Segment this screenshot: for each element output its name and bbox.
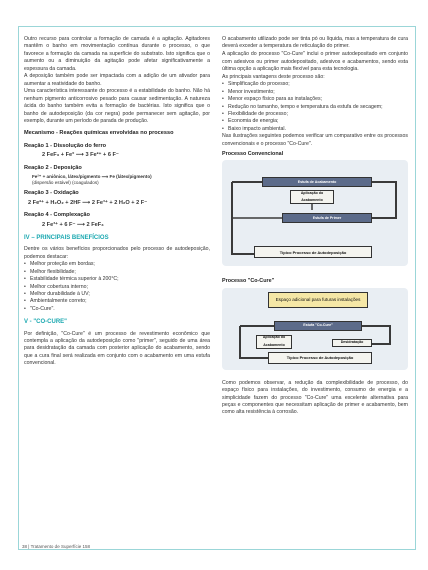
left-column (24, 36, 210, 368)
reaction-4-equation: 2 Fe³⁺ + 6 F⁻ ⟶ 2 FeF₃ (42, 221, 104, 228)
reaction-4-title: Reação 4 - Complexação (24, 212, 90, 219)
list-item: • Melhor cobertura interno; (24, 284, 210, 291)
right-column (222, 36, 408, 417)
mechanism-heading: Mecanismo - Reações químicas envolvidas no processo (24, 130, 174, 137)
finish-oven-box: Estufa de Acabamento (262, 177, 372, 187)
list-item: • Ambientalmente correto; (24, 298, 210, 305)
paragraph: O acabamento utilizado pode ser tinta pó ou líquida, mas a temperatura de cura deverá exceder a temperatura de reticulação do primer. (222, 36, 408, 50)
list-item: • Menor espaço físico para as instalações; (222, 96, 408, 103)
co-cure-process-diagram (222, 288, 408, 370)
primer-oven-box: Estufa de Primer (282, 213, 372, 223)
reaction-2-equation: Fe²⁺ + aniônico, látex/pigmento ⟶ Fe (látex/pigmento) (dispersão estável) (coagulados) (32, 174, 152, 185)
list-item: • Melhor proteção em bordas; (24, 261, 210, 268)
list-item: • Simplificação do processo; (222, 81, 408, 88)
figure-caption: Processo "Co-Cure" (222, 278, 275, 285)
page-footer: 38 | Tratamento de Superfície 158 (22, 544, 90, 549)
reaction-1-equation: 2 FeF₃ + Fe° ⟶ 3 Fe²⁺ + 6 F⁻ (42, 152, 119, 159)
list-item: • Economia de energia; (222, 118, 408, 125)
future-space-banner: Espaço adicional para futuras instalações (268, 292, 368, 308)
paragraph: A aplicação do processo "Co-Cure" inclui o primer autodepositado em conjunto com adesivos ou primer autodepositado, adesivos e acabamentos, sendo esta última opção a aplicação mais flexível para esta tecnologia. (222, 51, 408, 72)
list-item: • Redução no tamanho, tempo e temperatura da estufa de secagem; (222, 104, 408, 111)
conventional-process-diagram (222, 160, 408, 266)
reaction-3-equation: 2 Fe²⁺ + H₂O₂ + 2HF ⟶ 2 Fe³⁺ + 2 H₂O + 2 F⁻ (28, 199, 148, 206)
paragraph: A deposição também pode ser impactada com a adição de um ativador para aumentar a reatividade do banho. (24, 73, 210, 87)
co-cure-oven-box: Estufa "Co-Cure" (274, 321, 362, 331)
dehydration-box: Desidratação (332, 339, 372, 347)
paragraph: Uma característica interessante do processo é a estabilidade do banho. Não há nenhum pigmento anticorrosivo pesado para causar sedimentação. A natureza ácida do banho também evita a formação de bactérias. Isto significa que o banho de autodeposição (da cor negra) pode permanecer sem agitação, por exemplo, durante um período de parada de produção. (24, 88, 210, 125)
list-item: • Melhor flexibilidade; (24, 269, 210, 276)
paragraph: Dentre os vários benefícios proporcionados pelo processo de autodeposição, podemos destacar: (24, 246, 210, 260)
paragraph: As principais vantagens deste processo são: (222, 73, 325, 80)
section-heading: IV – PRINCIPAIS BENEFÍCIOS (24, 234, 109, 241)
list-item: • Menor investimento; (222, 89, 408, 96)
autodeposition-box: Típico Processo de Autodeposição (268, 352, 372, 364)
section-heading: V - "CO-CURE" (24, 319, 68, 326)
finish-application-box: Aplicação do Acabamento (256, 335, 292, 349)
paragraph: Por definição, "Co-Cure" é um processo de revestimento econômico que contempla a aplicação da autodeposição como "primer", seguido de uma área para desidratação da camada com posterior aplicação do acabamento, sendo que a cura final será realizada em conjunto com o acabamento em uma estufa convencional. (24, 330, 210, 367)
autodeposition-box: Típico Processo de Autodeposição (254, 246, 372, 258)
benefits-list (24, 261, 210, 313)
list-item: • Estabilidade térmica superior à 200°C; (24, 276, 210, 283)
reaction-1-title: Reação 1 - Dissolução do ferro (24, 142, 107, 149)
advantages-list (222, 81, 408, 133)
paragraph: Nas ilustrações seguintes podemos verificar um comparativo entre os processos convencionais e o processo "Co-Cure". (222, 133, 408, 147)
finish-application-box: Aplicação do Acabamento (290, 190, 334, 204)
list-item: • Melhor durabilidade à UV; (24, 291, 210, 298)
paragraph: Outro recurso para controlar a formação de camada é a agitação. Agitadores mantêm o banho em movimentação contínua durante o processo, o que favorece a formação da camada na superfície do substrato. Isto significa que o aumento ou a diminuição da agitação pode afetar significativamente a espessura da camada. (24, 36, 210, 72)
paragraph: Como podemos observar, a redução da complexibilidade de processo, do espaço físico para instalações, do investimento, consumo de energia e a simplicidade fazem do processo "Co-Cure" uma excelente alternativa para peças e componentes que necessitam aplicação de primer e acabamento, bem como alta resistência à corrosão. (222, 379, 408, 416)
list-item: • Baixo impacto ambiental. (222, 126, 408, 133)
reaction-3-title: Reação 3 - Oxidação (24, 190, 79, 197)
list-item: • Flexibilidade de processo; (222, 111, 408, 118)
reaction-2-title: Reação 2 - Deposição (24, 164, 82, 171)
list-item: • "Co-Cure". (24, 306, 210, 313)
figure-caption: Processo Convencional (222, 150, 284, 157)
